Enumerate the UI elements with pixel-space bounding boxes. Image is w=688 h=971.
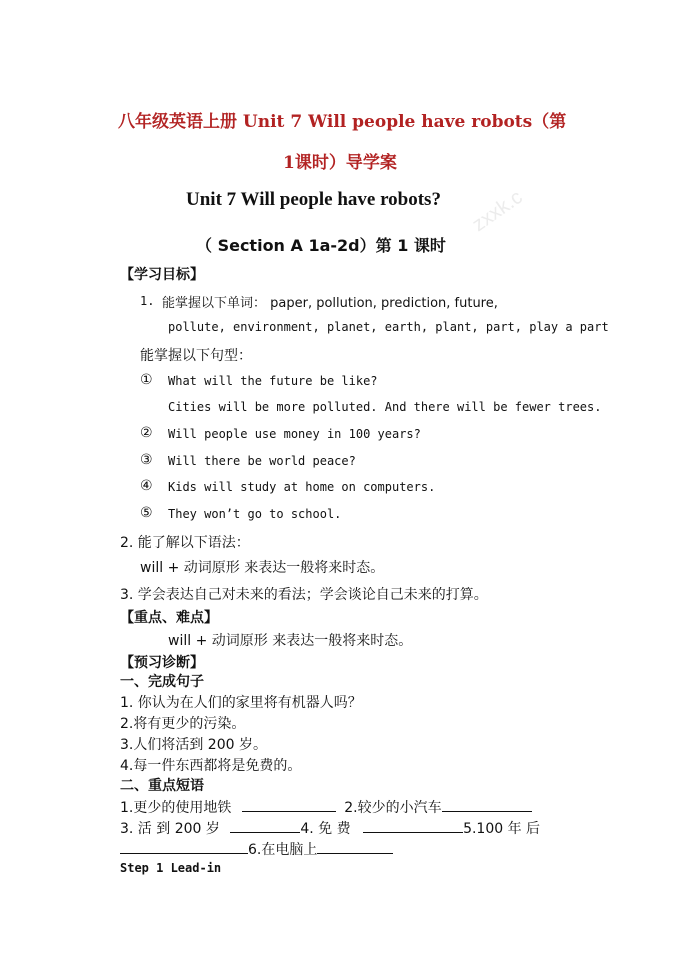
goal3: 3. 学会表达自己对未来的看法；学会谈论自己未来的打算。: [120, 587, 488, 603]
goal2: 2. 能了解以下语法：: [120, 535, 250, 551]
key-text: will + 动词原形 来表达一般将来时态。: [168, 633, 413, 649]
phrase-6: [120, 839, 393, 859]
phrase-3: [120, 818, 540, 838]
list-item: 3.人们将活到 200 岁。: [120, 737, 267, 753]
unit-heading: Unit 7 Will people have robots?: [186, 189, 441, 210]
sentence-text: Will people use money in 100 years?: [168, 427, 421, 441]
watermark: zxxk.c: [468, 186, 527, 237]
goal1-continuation: pollute, environment, planet, earth, plant, part, play a part: [168, 320, 609, 334]
preview-label: 【预习诊断】: [120, 655, 204, 671]
phrase-label: 1.更少的使用地铁: [120, 800, 232, 816]
sentence-text: Kids will study at home on computers.: [168, 480, 436, 494]
sentence-num: ③: [140, 452, 153, 468]
sentence-text: What will the future be like?: [168, 374, 378, 388]
answer-blank[interactable]: [120, 839, 248, 854]
phrase-1: [120, 797, 532, 817]
sentence-num: ①: [140, 372, 153, 388]
phrase-label: 5.100 年 后: [463, 821, 541, 837]
part2-label: 二、重点短语: [120, 778, 204, 794]
doc-title-line2: 1课时）导学案: [283, 153, 397, 173]
goal1-num: 1.: [140, 294, 155, 308]
step1-label: Step 1 Lead-in: [120, 861, 222, 875]
phrase-label: 6.在电脑上: [248, 842, 318, 858]
goal1-text: 能掌握以下单词： paper, pollution, prediction, future,: [162, 296, 498, 311]
key-label: 【重点、难点】: [120, 610, 218, 626]
phrase-label: 2.较少的小汽车: [344, 800, 442, 816]
sentence-text: Will there be world peace?: [168, 454, 356, 468]
list-item: 4.每一件东西都将是免费的。: [120, 758, 302, 774]
sentence-num: ②: [140, 425, 153, 441]
sentence-num: ⑤: [140, 505, 153, 521]
doc-title-line1: 八年级英语上册 Unit 7 Will people have robots（第: [118, 112, 567, 132]
patterns-label: 能掌握以下句型：: [140, 348, 252, 364]
sentence-text: They won’t go to school.: [168, 507, 342, 521]
sentence-text: Cities will be more polluted. And there will be fewer trees.: [168, 400, 602, 414]
answer-blank[interactable]: [317, 839, 393, 854]
goals-label: 【学习目标】: [120, 267, 204, 283]
answer-blank[interactable]: [363, 818, 463, 833]
section-line: （ Section A 1a-2d）第 1 课时: [196, 236, 446, 255]
list-item: 2.将有更少的污染。: [120, 716, 246, 732]
answer-blank[interactable]: [230, 818, 300, 833]
list-item: 1. 你认为在人们的家里将有机器人吗？: [120, 695, 362, 711]
answer-blank[interactable]: [442, 797, 532, 812]
answer-blank[interactable]: [242, 797, 336, 812]
phrase-label: 4. 免 费: [300, 821, 351, 837]
phrase-label: 3. 活 到 200 岁: [120, 821, 220, 837]
sentence-num: ④: [140, 478, 153, 494]
goal2-detail: will + 动词原形 来表达一般将来时态。: [140, 560, 385, 576]
part1-label: 一、完成句子: [120, 674, 204, 690]
